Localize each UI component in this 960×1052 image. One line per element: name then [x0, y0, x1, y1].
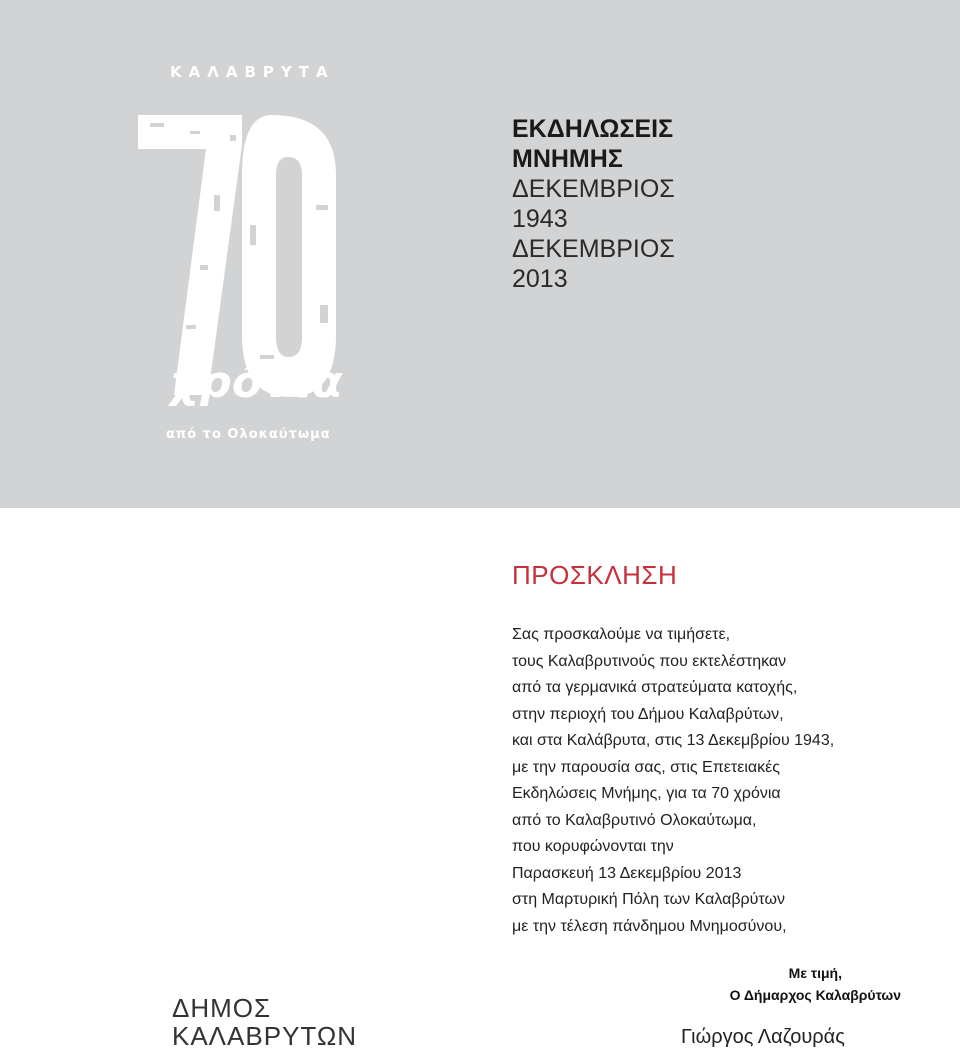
heading-line-3: ΔΕΚΕΜΒΡΙΟΣ [512, 175, 675, 203]
signature-block [729, 962, 902, 1006]
invitation-line: που κορυφώνονται την [512, 838, 674, 855]
invitation-line: στη Μαρτυρική Πόλη των Καλαβρύτων [512, 891, 785, 908]
logo-digit-seven [138, 115, 242, 395]
invitation-line: Εκδηλώσεις Μνήμης, για τα 70 χρόνια [512, 785, 781, 802]
invitation-line: Παρασκευή 13 Δεκεμβρίου 2013 [512, 864, 742, 882]
invitation-line: από τα γερμανικά στρατεύματα κατοχής, [512, 679, 798, 696]
municipality-name [172, 994, 357, 1050]
heading-line-2: ΜΝΗΜΗΣ [512, 145, 623, 173]
logo-years-text: χρόνια [170, 357, 344, 408]
signer-role: Ο Δήμαρχος Καλαβρύτων [729, 987, 902, 1003]
invitation-line: από το Καλαβρυτινό Ολοκαύτωμα, [512, 811, 757, 829]
heading-line-1: ΕΚΔΗΛΩΣΕΙΣ [512, 115, 674, 143]
invitation-line: τους Καλαβρυτινούς που εκτελέστηκαν [512, 652, 787, 670]
anniversary-logo [130, 55, 350, 455]
invitation-line: με την τέλεση πάνδημου Μνημοσύνου, [512, 917, 787, 935]
heading-line-4: 1943 [512, 205, 568, 233]
logo-subtitle: από το Ολοκαύτωμα [166, 427, 331, 442]
municipality-line-1: ΔΗΜΟΣ [172, 993, 272, 1023]
invitation-line: Σας προσκαλούμε να τιμήσετε, [512, 626, 731, 643]
closing-regards: Με τιμή, [788, 965, 842, 981]
event-heading [512, 114, 675, 294]
signer-name: Γιώργος Λαζουράς [681, 1026, 845, 1048]
invitation-title: ΠΡΟΣΚΛΗΣΗ [512, 560, 678, 590]
invitation-line: στην περιοχή του Δήμου Καλαβρύτων, [512, 705, 784, 723]
invitation-line: και στα Καλάβρυτα, στις 13 Δεκεμβρίου 1943, [512, 732, 835, 749]
logo-digit-zero [242, 115, 336, 397]
logo-town-name: ΚΑΛΑΒΡΥΤΑ [170, 63, 335, 81]
heading-line-6: 2013 [512, 265, 568, 293]
invitation-line: με την παρουσία σας, στις Επετειακές [512, 758, 780, 776]
heading-line-5: ΔΕΚΕΜΒΡΙΟΣ [512, 235, 675, 263]
municipality-line-2: ΚΑΛΑΒΡΥΤΩΝ [172, 1021, 358, 1051]
invitation-body [512, 622, 942, 940]
